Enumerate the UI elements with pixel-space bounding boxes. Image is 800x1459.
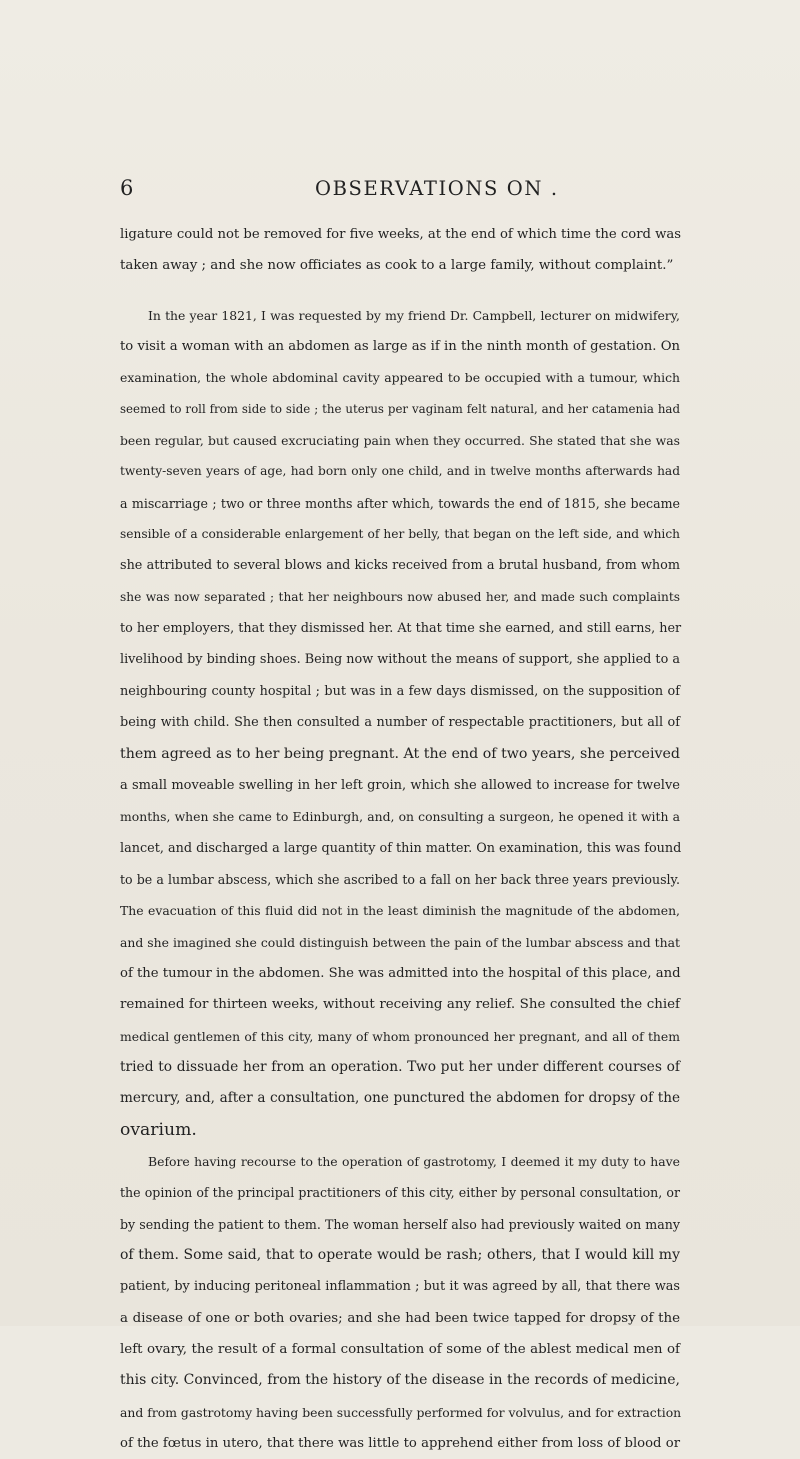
text-line: tried to dissuade her from an operation. Two put her under different courses of	[120, 1058, 680, 1075]
text-line: mercury, and, after a consultation, one punctured the abdomen for dropsy of the	[120, 1090, 680, 1107]
paragraph-case-history	[120, 300, 680, 1146]
text-line: examination, the whole abdominal cavity appeared to be occupied with a tumour, which	[120, 370, 680, 386]
text-line: lancet, and discharged a large quantity of thin matter. On examination, this was found	[120, 840, 682, 856]
text-line: ovarium.	[120, 1119, 197, 1140]
text-line: left ovary, the result of a formal consultation of some of the ablest medical men of	[120, 1342, 680, 1358]
page-header	[120, 176, 720, 206]
paragraph-gap	[120, 282, 680, 300]
text-line: a disease of one or both ovaries; and she had been twice tapped for dropsy of the	[120, 1310, 680, 1326]
text-line: she was now separated ; that her neighbours now abused her, and made such complaints	[120, 589, 680, 604]
running-head: OBSERVATIONS ON .	[315, 177, 559, 200]
text-line: In the year 1821, I was requested by my friend Dr. Campbell, lecturer on midwifery,	[148, 307, 680, 323]
text-line: neighbouring county hospital ; but was in a few days dismissed, on the supposition of	[120, 683, 680, 699]
text-line: this city. Convinced, from the history of the disease in the records of medicine,	[120, 1372, 680, 1389]
text-line: twenty-seven years of age, had born only one child, and in twelve months afterwards had	[120, 464, 680, 479]
text-line: remained for thirteen weeks, without receiving any relief. She consulted the chief	[120, 997, 680, 1013]
text-line: to visit a woman with an abdomen as large as if in the ninth month of gestation. On	[120, 339, 680, 355]
text-line: been regular, but caused excruciating pain when they occurred. She stated that she was	[120, 433, 680, 449]
text-line: by sending the patient to them. The woman herself also had previously waited on many	[120, 1216, 680, 1232]
text-line: to be a lumbar abscess, which she ascribed to a fall on her back three years previously.	[120, 871, 680, 887]
text-line: livelihood by binding shoes. Being now without the means of support, she applied to a	[120, 652, 680, 668]
text-line: of the tumour in the abdomen. She was admitted into the hospital of this place, and	[120, 965, 681, 981]
text-line: and from gastrotomy having been successfully performed for volvulus, and for extraction	[120, 1404, 682, 1420]
text-line: she attributed to several blows and kicks received from a brutal husband, from whom	[120, 558, 680, 574]
text-line: to her employers, that they dismissed her. At that time she earned, and still earns, her	[120, 621, 682, 637]
text-line: ligature could not be removed for five weeks, at the end of which time the cord was	[120, 227, 682, 242]
page-number: 6	[120, 176, 135, 200]
text-line: The evacuation of this fluid did not in the least diminish the magnitude of the abdomen,	[120, 903, 680, 919]
text-line: a small moveable swelling in her left groin, which she allowed to increase for twelve	[120, 777, 680, 793]
text-line: medical gentlemen of this city, many of whom pronounced her pregnant, and all of them	[120, 1028, 680, 1044]
text-line: a miscarriage ; two or three months after which, towards the end of 1815, she became	[120, 495, 680, 511]
body-text	[120, 219, 680, 1459]
text-line: seemed to roll from side to side ; the uterus per vaginam felt natural, and her catamenia had	[120, 401, 680, 416]
text-line: and she imagined she could distinguish between the pain of the lumbar abscess and that	[120, 934, 680, 950]
text-line: them agreed as to her being pregnant. At the end of two years, she perceived	[120, 745, 680, 762]
text-line: being with child. She then consulted a number of respectable practitioners, but all of	[120, 715, 680, 731]
text-line: Before having recourse to the operation of gastrotomy, I deemed it my duty to have	[148, 1153, 680, 1169]
text-line: sensible of a considerable enlargement of her belly, that began on the left side, and which	[120, 527, 680, 542]
paragraph-quote-ending	[120, 219, 680, 282]
text-line: patient, by inducing peritoneal inflammation ; but it was agreed by all, that there was	[120, 1279, 680, 1295]
text-line: of them. Some said, that to operate would be rash; others, that I would kill my	[120, 1247, 680, 1263]
text-line: taken away ; and she now officiates as cook to a large family, without complaint.”	[120, 258, 674, 274]
paragraph-consultation	[120, 1146, 680, 1459]
text-line: of the fœtus in utero, that there was little to apprehend either from loss of blood or	[120, 1436, 680, 1452]
text-line: the opinion of the principal practitioners of this city, either by personal consultation, or	[120, 1185, 680, 1201]
text-line: months, when she came to Edinburgh, and, on consulting a surgeon, he opened it with a	[120, 809, 680, 825]
